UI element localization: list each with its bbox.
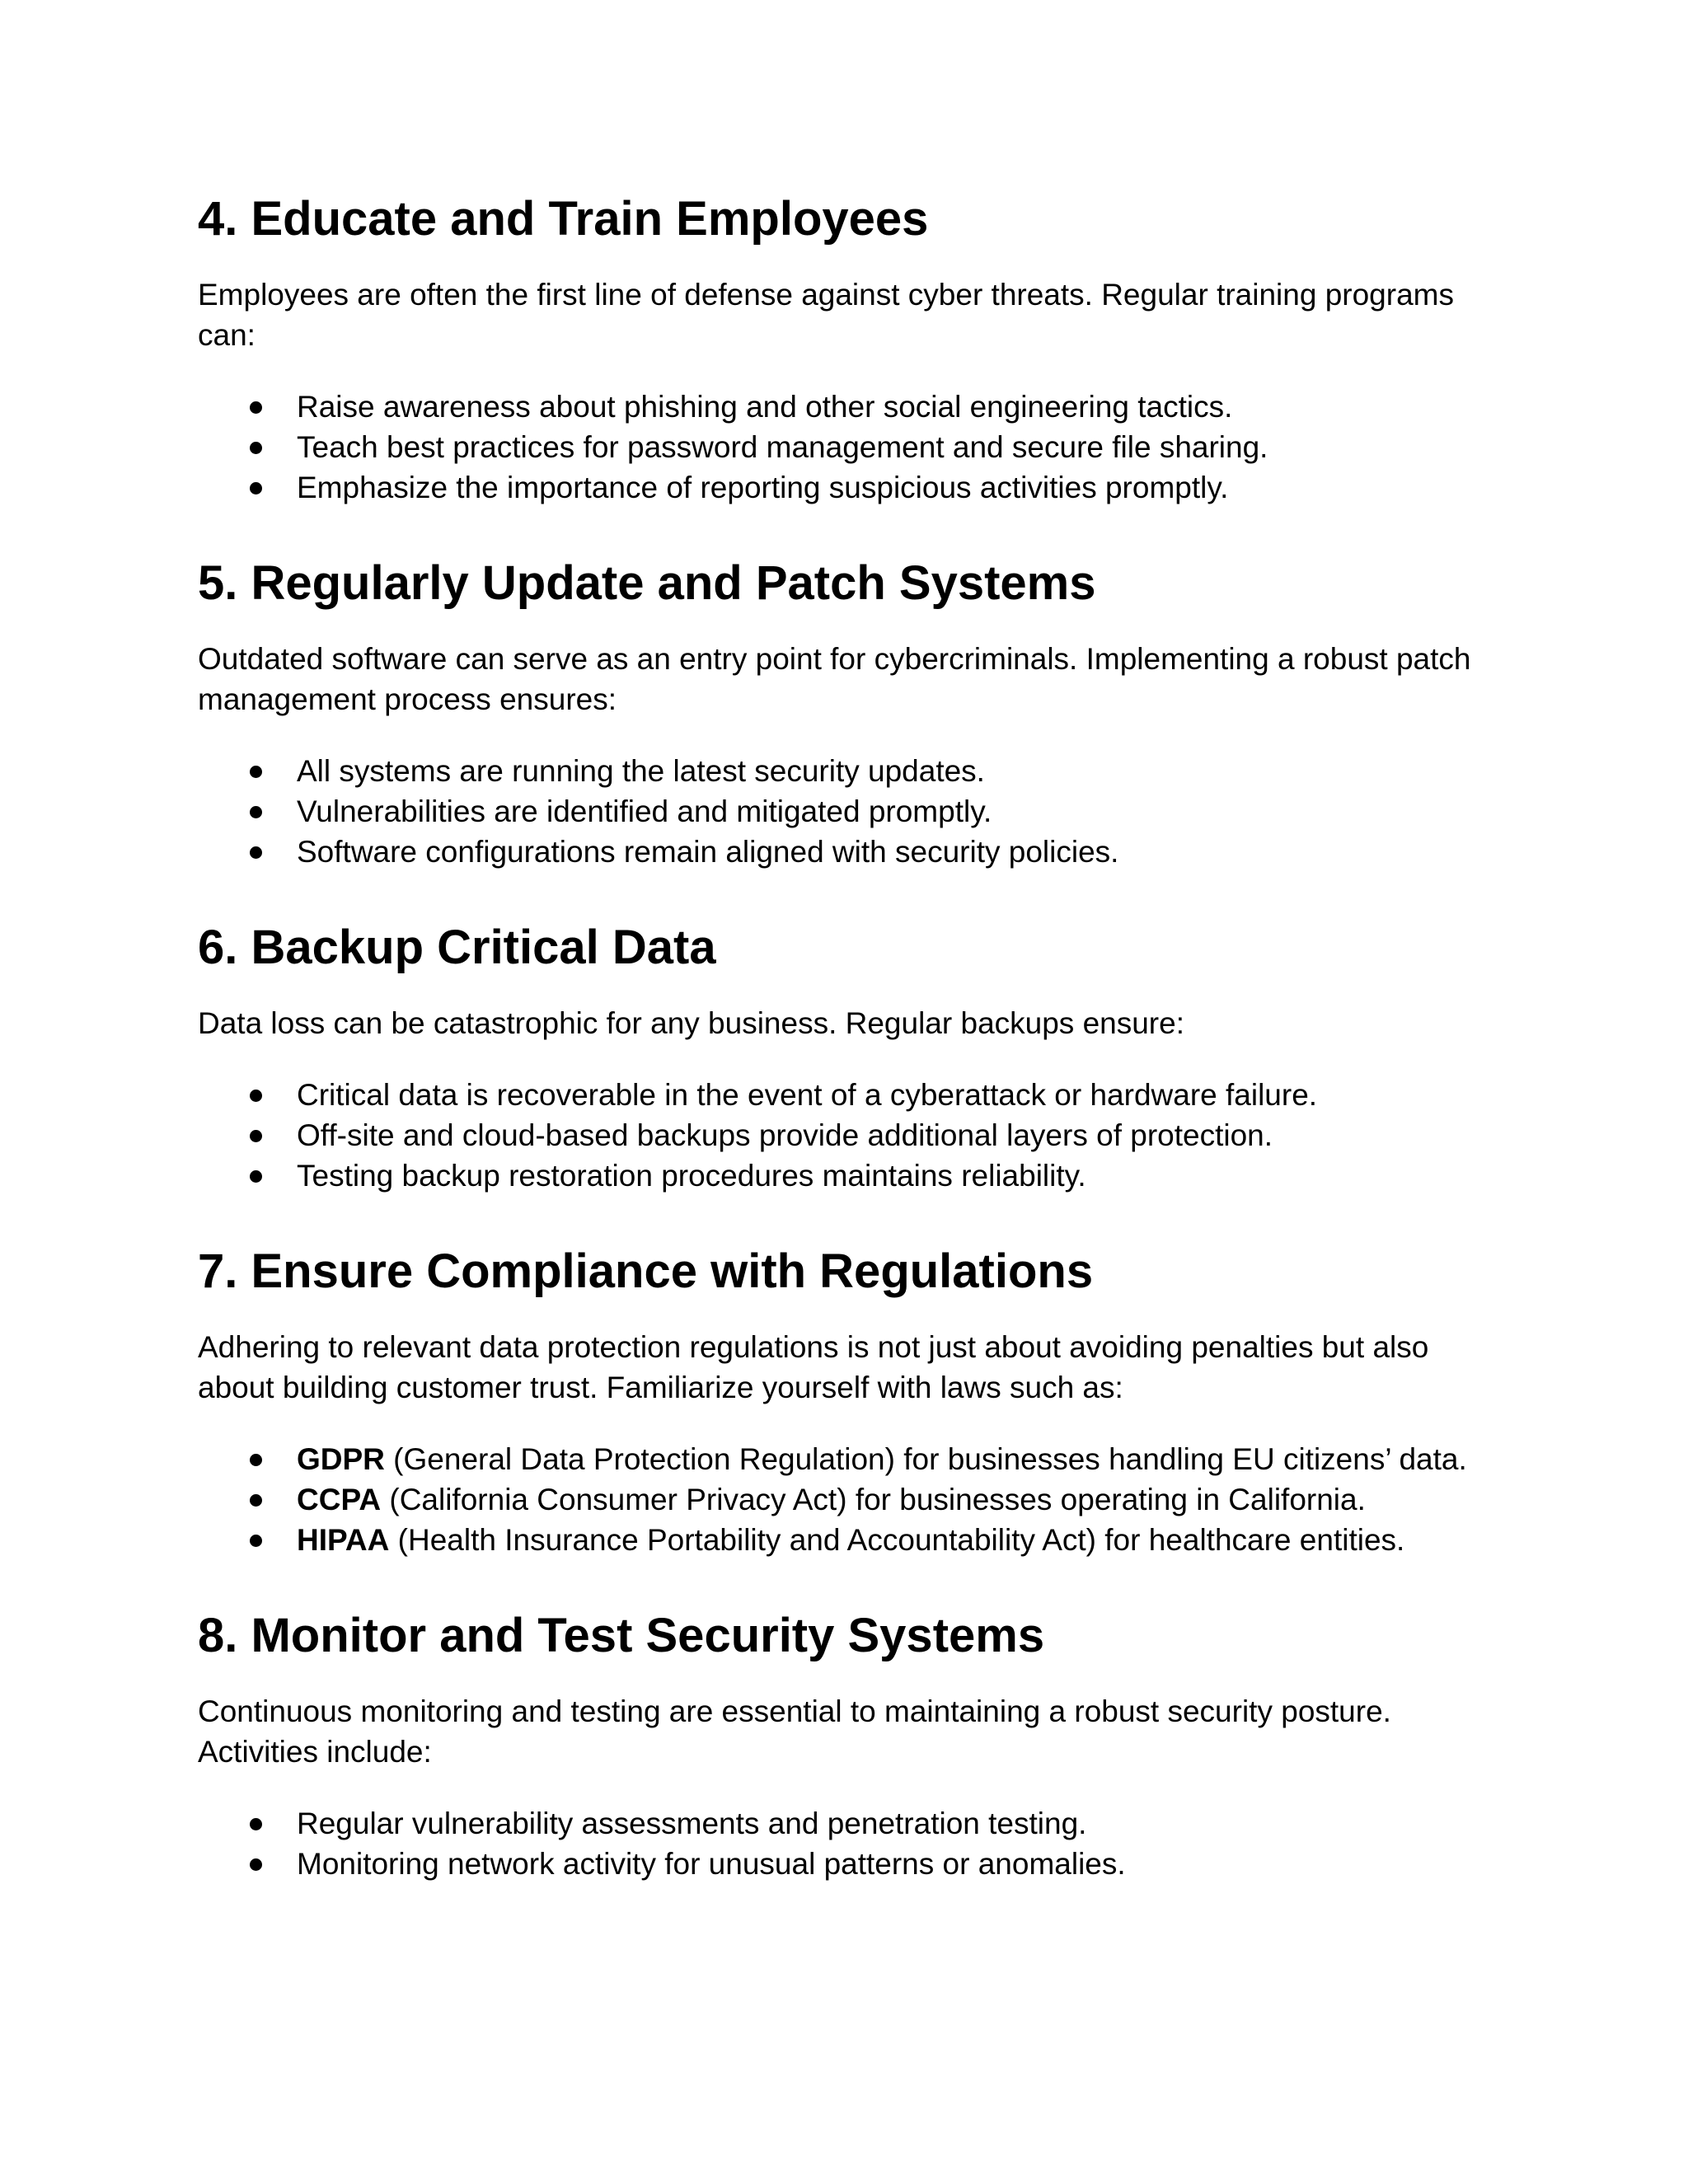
list-item-text: Raise awareness about phishing and other social engineering tactics.: [297, 390, 1233, 424]
list-item-text: All systems are running the latest security updates.: [297, 754, 985, 788]
section-compliance: [198, 1244, 1500, 1560]
list-item: [198, 1844, 1500, 1884]
list-item: [198, 1115, 1500, 1155]
list-item: [198, 791, 1500, 832]
list-item: [198, 751, 1500, 791]
list-item: [198, 1520, 1500, 1560]
bullet-icon: [250, 766, 262, 778]
section-intro: Outdated software can serve as an entry point for cybercriminals. Implementing a robust patch management process ensures:: [198, 642, 1471, 716]
section-heading: 7. Ensure Compliance with Regulations: [198, 1244, 1094, 1298]
list-item: [198, 1479, 1500, 1520]
section-heading: 5. Regularly Update and Patch Systems: [198, 556, 1096, 610]
list-item: [198, 387, 1500, 427]
bullet-icon: [250, 1535, 262, 1547]
section-monitor-test: [198, 1608, 1500, 1884]
section-update-patch: [198, 555, 1500, 872]
bullet-list: [198, 751, 1500, 872]
regulation-term: HIPAA: [297, 1523, 390, 1557]
section-intro: Data loss can be catastrophic for any business. Regular backups ensure:: [198, 1006, 1184, 1040]
list-item-text: Vulnerabilities are identified and mitigated promptly.: [297, 794, 992, 828]
list-item-text: (California Consumer Privacy Act) for businesses operating in California.: [381, 1483, 1366, 1516]
section-educate-train: [198, 191, 1500, 508]
document-page: [198, 191, 1500, 1884]
list-item-text: (General Data Protection Regulation) for businesses handling EU citizens’ data.: [384, 1442, 1467, 1476]
bullet-icon: [250, 846, 262, 859]
bullet-icon: [250, 442, 262, 454]
list-item: [198, 1155, 1500, 1196]
section-backup-data: [198, 920, 1500, 1196]
list-item-text: Regular vulnerability assessments and penetration testing.: [297, 1807, 1087, 1840]
section-intro: Continuous monitoring and testing are essential to maintaining a robust security posture. Activities include:: [198, 1694, 1391, 1769]
bullet-icon: [250, 1818, 262, 1830]
bullet-icon: [250, 1858, 262, 1871]
list-item-text: (Health Insurance Portability and Accountability Act) for healthcare entities.: [389, 1523, 1405, 1557]
bullet-icon: [250, 1454, 262, 1466]
bullet-icon: [250, 806, 262, 818]
list-item-text: Testing backup restoration procedures maintains reliability.: [297, 1159, 1086, 1193]
list-item: [198, 467, 1500, 508]
section-intro: Adhering to relevant data protection regulations is not just about avoiding penalties but also about building customer trust. Familiarize yourself with laws such as:: [198, 1330, 1429, 1404]
bullet-list: [198, 387, 1500, 508]
bullet-icon: [250, 482, 262, 494]
list-item-text: Critical data is recoverable in the event of a cyberattack or hardware failure.: [297, 1078, 1318, 1112]
list-item-text: Monitoring network activity for unusual patterns or anomalies.: [297, 1847, 1126, 1881]
bullet-list: [198, 1439, 1500, 1560]
section-heading: 8. Monitor and Test Security Systems: [198, 1609, 1045, 1662]
list-item-text: Off-site and cloud-based backups provide additional layers of protection.: [297, 1118, 1273, 1152]
regulation-term: CCPA: [297, 1483, 382, 1516]
list-item: [198, 427, 1500, 467]
bullet-icon: [250, 1170, 262, 1183]
bullet-icon: [250, 1090, 262, 1102]
section-intro: Employees are often the first line of defense against cyber threats. Regular training programs can:: [198, 278, 1454, 352]
list-item-text: Software configurations remain aligned with security policies.: [297, 835, 1119, 869]
list-item: [198, 832, 1500, 872]
list-item-text: Teach best practices for password management and secure file sharing.: [297, 430, 1268, 464]
list-item-text: Emphasize the importance of reporting suspicious activities promptly.: [297, 471, 1229, 504]
bullet-icon: [250, 401, 262, 414]
regulation-term: GDPR: [297, 1442, 385, 1476]
section-heading: 6. Backup Critical Data: [198, 921, 716, 974]
bullet-list: [198, 1075, 1500, 1196]
bullet-icon: [250, 1130, 262, 1142]
list-item: [198, 1803, 1500, 1844]
bullet-list: [198, 1803, 1500, 1884]
list-item: [198, 1075, 1500, 1115]
bullet-icon: [250, 1494, 262, 1507]
list-item: [198, 1439, 1500, 1479]
section-heading: 4. Educate and Train Employees: [198, 192, 929, 246]
